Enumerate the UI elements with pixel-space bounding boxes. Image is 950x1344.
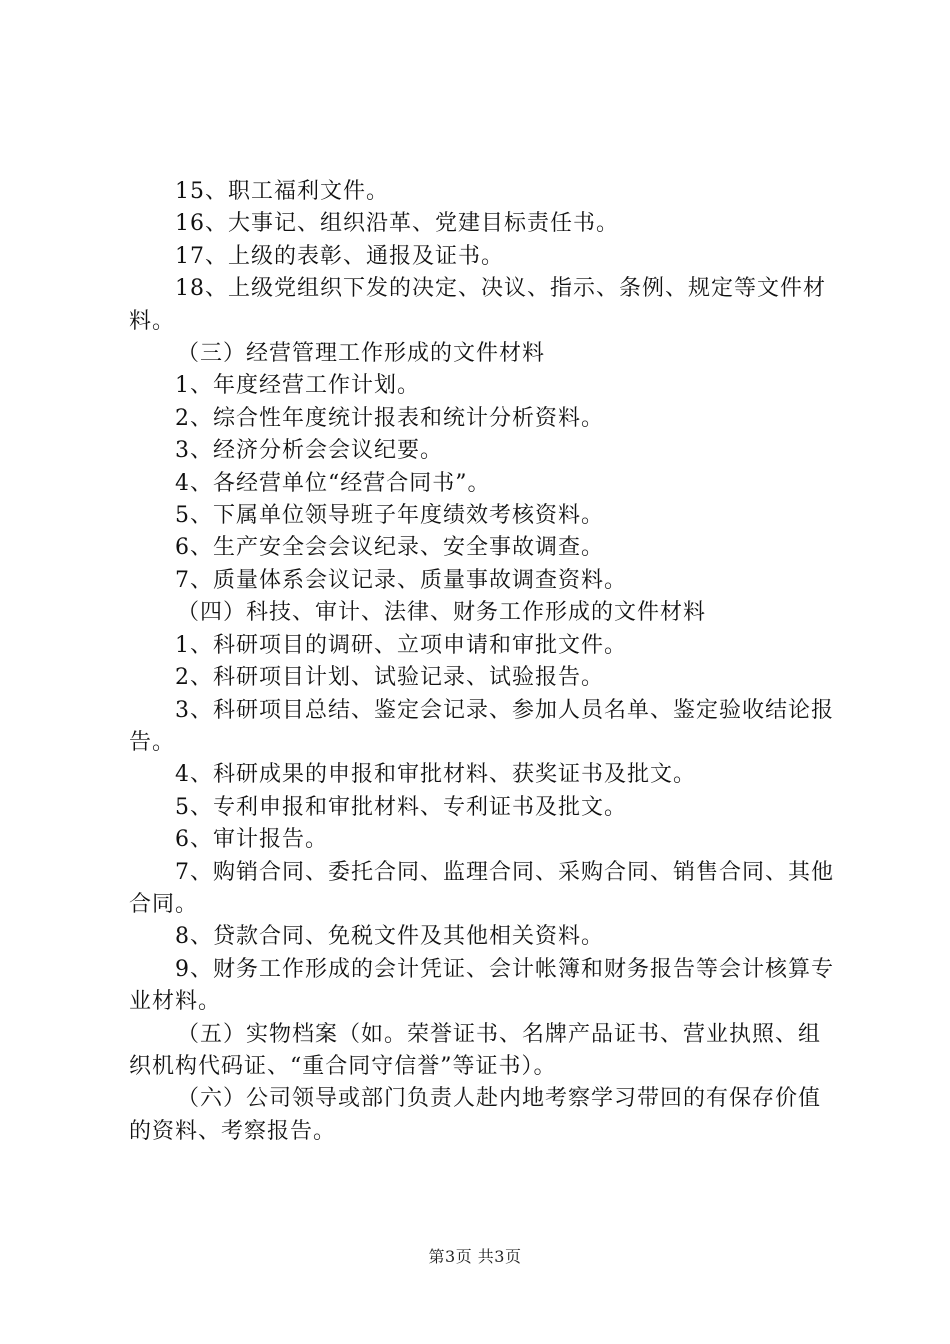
paragraph-item-18: 18、上级党组织下发的决定、决议、指示、条例、规定等文件材料。 bbox=[129, 276, 826, 334]
paragraph-item-s4-4: 4、科研成果的申报和审批材料、获奖证书及批文。 bbox=[175, 762, 696, 788]
section-heading-4: （四）科技、审计、法律、财务工作形成的文件材料 bbox=[177, 600, 707, 626]
paragraph-item-s3-2: 2、综合性年度统计报表和统计分析资料。 bbox=[175, 405, 604, 431]
document-body bbox=[129, 176, 839, 1148]
paragraph-item-s4-1: 1、科研项目的调研、立项申请和审批文件。 bbox=[175, 632, 627, 658]
paragraph-item-s4-7: 7、购销合同、委托合同、监理合同、采购合同、销售合同、其他合同。 bbox=[129, 859, 834, 917]
paragraph-item-s3-3: 3、经济分析会会议纪要。 bbox=[175, 438, 443, 464]
paragraph-item-s3-7: 7、质量体系会议记录、质量事故调查资料。 bbox=[175, 567, 627, 593]
page-number-footer: 第3页 共3页 bbox=[428, 1247, 522, 1266]
paragraph-item-s4-6: 6、审计报告。 bbox=[175, 827, 328, 853]
paragraph-item-s4-5: 5、专利申报和审批材料、专利证书及批文。 bbox=[175, 794, 627, 820]
paragraph-item-s4-2: 2、科研项目计划、试验记录、试验报告。 bbox=[175, 665, 604, 691]
paragraph-item-s4-8: 8、贷款合同、免税文件及其他相关资料。 bbox=[175, 924, 604, 950]
paragraph-item-s3-1: 1、年度经营工作计划。 bbox=[175, 373, 420, 399]
paragraph-item-s4-3: 3、科研项目总结、鉴定会记录、参加人员名单、鉴定验收结论报告。 bbox=[129, 697, 834, 755]
section-heading-5: （五）实物档案（如。荣誉证书、名牌产品证书、营业执照、组织机构代码证、“重合同守信誉”等证书）。 bbox=[129, 1021, 822, 1079]
paragraph-item-s3-5: 5、下属单位领导班子年度绩效考核资料。 bbox=[175, 503, 604, 529]
paragraph-item-15: 15、职工福利文件。 bbox=[175, 179, 389, 204]
paragraph-item-17: 17、上级的表彰、通报及证书。 bbox=[175, 243, 504, 269]
paragraph-item-s3-4: 4、各经营单位“经营合同书”。 bbox=[175, 470, 491, 496]
section-heading-6: （六）公司领导或部门负责人赴内地考察学习带回的有保存价值的资料、考察报告。 bbox=[129, 1086, 822, 1144]
paragraph-item-16: 16、大事记、组织沿革、党建目标责任书。 bbox=[175, 211, 619, 237]
paragraph-item-s4-9: 9、财务工作形成的会计凭证、会计帐簿和财务报告等会计核算专业材料。 bbox=[129, 956, 834, 1015]
paragraph-item-s3-6: 6、生产安全会会议纪录、安全事故调查。 bbox=[175, 535, 604, 561]
section-heading-3: （三）经营管理工作形成的文件材料 bbox=[177, 341, 546, 367]
